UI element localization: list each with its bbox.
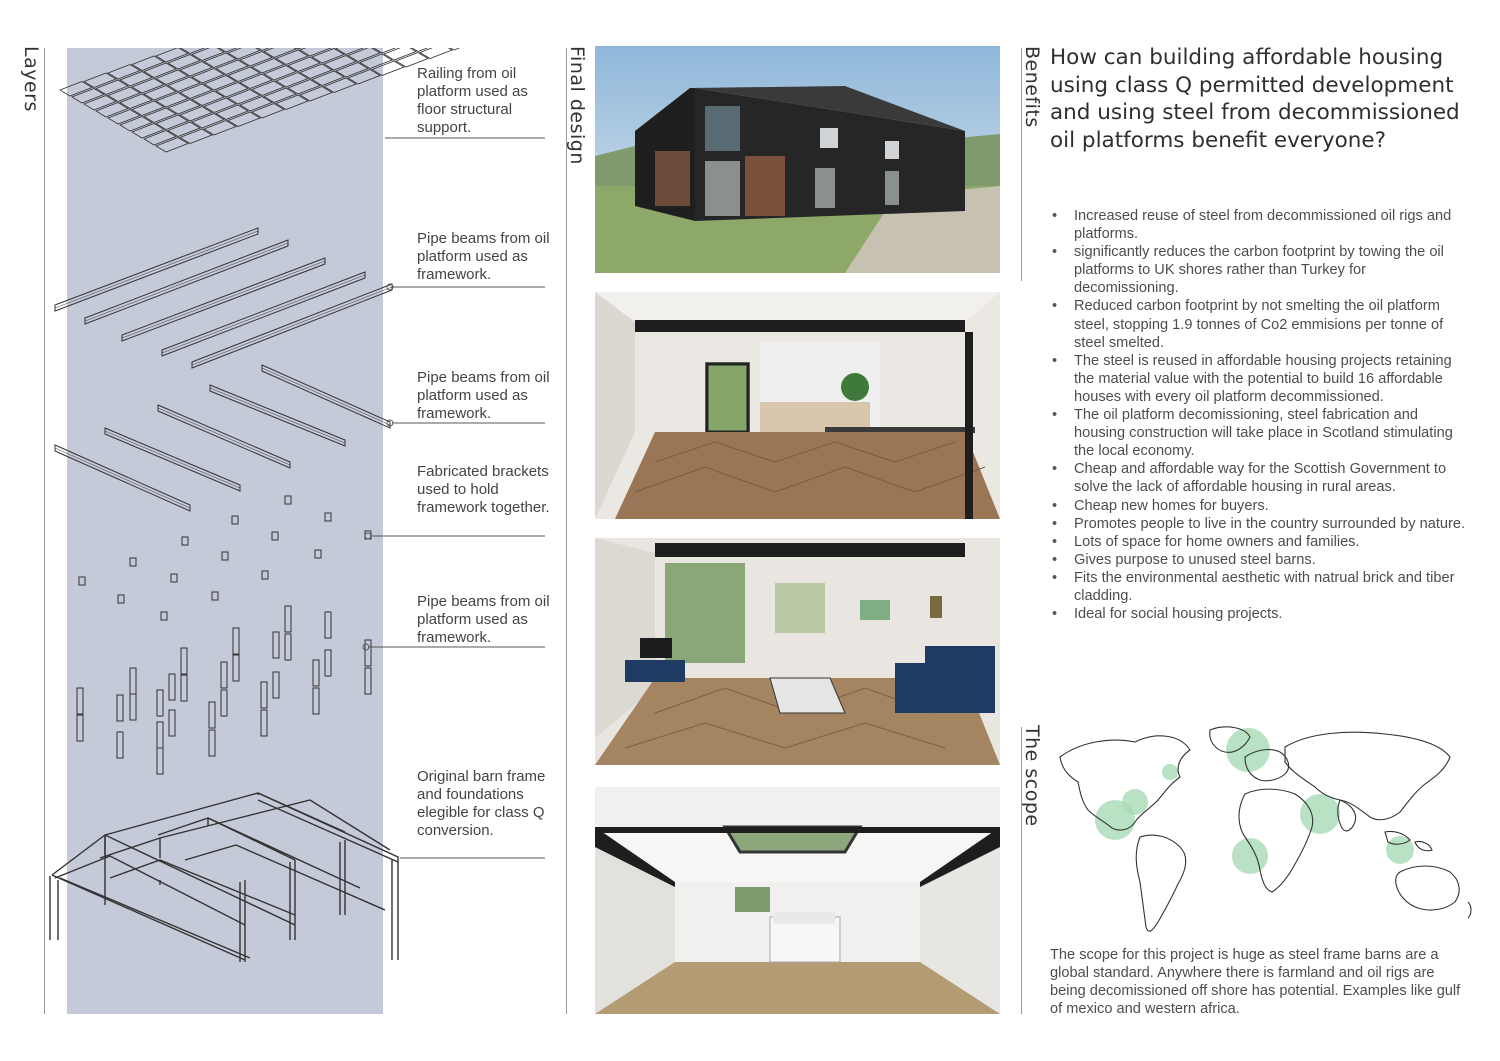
list-item: • Promotes people to live in the country surrounded by nature. <box>1050 515 1470 533</box>
list-item: • Gives purpose to unused steel barns. <box>1050 551 1470 569</box>
pipe-beams-vertical <box>77 606 371 774</box>
vertical-pipe-beam <box>233 628 239 654</box>
pipe-beams-top <box>55 228 392 368</box>
callout-pipe-beams-2: Pipe beams from oil platform used as framework. <box>417 369 550 422</box>
bracket <box>285 496 291 504</box>
bedroom-render <box>595 787 1000 1014</box>
brackets <box>79 496 371 620</box>
list-item: • Ideal for social housing projects. <box>1050 605 1470 623</box>
research-question: How can building affordable housing using class Q permitted development and using steel from decommissioned oil platforms benefit everyone? <box>1050 45 1460 153</box>
callout-brackets: Fabricated brackets used to hold framework together. <box>417 463 550 516</box>
vertical-pipe-beam <box>157 722 163 748</box>
vertical-pipe-beam <box>130 668 136 694</box>
vertical-pipe-beam <box>169 710 175 736</box>
vertical-pipe-beam <box>261 710 267 736</box>
callout-railing: Railing from oil platform used as floor structural support. <box>417 65 528 136</box>
bracket <box>118 595 124 603</box>
vertical-pipe-beam <box>209 702 215 728</box>
list-item: • Cheap new homes for buyers. <box>1050 497 1470 515</box>
bracket <box>262 571 268 579</box>
exploded-layers-diagram <box>40 48 560 1014</box>
benefits-heading: Benefits <box>1021 46 1043 128</box>
final-design-divider <box>566 48 567 1014</box>
vertical-pipe-beam <box>181 675 187 701</box>
vertical-pipe-beam <box>273 672 279 698</box>
bracket <box>79 577 85 585</box>
bracket <box>325 513 331 521</box>
vertical-pipe-beam <box>233 655 239 681</box>
list-item: • The oil platform decomissioning, steel fabrication and housing construction will take place in Scotland stimulating the local economy. <box>1050 406 1470 460</box>
scope-description: The scope for this project is huge as steel frame barns are a global standard. Anywhere there is farmland and oil rigs are being decomissioned off shore has potential. Examples like gulf of mexico and western africa. <box>1050 947 1461 1018</box>
vertical-pipe-beam <box>221 690 227 716</box>
railing-cell <box>336 48 368 55</box>
scope-region-highlight <box>1162 764 1178 780</box>
layers-heading: Layers <box>20 46 42 112</box>
final-design-heading: Final design <box>566 46 588 165</box>
scope-region-highlight <box>1122 789 1148 815</box>
exterior-render <box>595 46 1000 273</box>
bracket <box>222 552 228 560</box>
callout-pipe-beams-1: Pipe beams from oil platform used as framework. <box>417 230 550 283</box>
pipe-beams-middle <box>55 365 390 511</box>
vertical-pipe-beam <box>117 732 123 758</box>
vertical-pipe-beam <box>169 674 175 700</box>
callout-barn-frame: Original barn frame and foundations elegible for class Q conversion. <box>417 768 546 839</box>
scope-heading: The scope <box>1021 725 1043 827</box>
bracket <box>161 612 167 620</box>
list-item: • Reduced carbon footprint by not smelting the oil platform steel, stopping 1.9 tonnes of Co2 emmisions per tonne of steel smelted. <box>1050 297 1470 351</box>
callout-pipe-beams-3: Pipe beams from oil platform used as framework. <box>417 593 550 646</box>
benefits-list <box>1050 207 1470 623</box>
list-item: • Cheap and affordable way for the Scottish Government to solve the lack of affordable housing in rural areas. <box>1050 460 1470 496</box>
vertical-pipe-beam <box>313 688 319 714</box>
barn-frame <box>50 793 398 962</box>
vertical-pipe-beam <box>325 612 331 638</box>
kitchen-dining-render <box>595 292 1000 519</box>
vertical-pipe-beam <box>209 730 215 756</box>
bracket <box>212 592 218 600</box>
vertical-pipe-beam <box>157 690 163 716</box>
vertical-pipe-beam <box>285 606 291 632</box>
vertical-pipe-beam <box>77 715 83 741</box>
vertical-pipe-beam <box>285 634 291 660</box>
vertical-pipe-beam <box>130 694 136 720</box>
vertical-pipe-beam <box>313 660 319 686</box>
bracket <box>232 516 238 524</box>
vertical-pipe-beam <box>325 650 331 676</box>
list-item: • Lots of space for home owners and families. <box>1050 533 1470 551</box>
world-map <box>1040 722 1480 942</box>
vertical-pipe-beam <box>273 632 279 658</box>
living-room-render <box>595 538 1000 765</box>
vertical-pipe-beam <box>365 668 371 694</box>
list-item: • The steel is reused in affordable housing projects retaining the material value with the potential to build 16 affordable houses with every oil platform decommissioned. <box>1050 352 1470 406</box>
list-item: • Fits the environmental aesthetic with natrual brick and tiber cladding. <box>1050 569 1470 605</box>
bracket <box>130 558 136 566</box>
scope-region-highlight <box>1300 794 1340 834</box>
vertical-pipe-beam <box>261 682 267 708</box>
railing-cell <box>300 48 332 56</box>
vertical-pipe-beam <box>221 662 227 688</box>
bracket <box>182 537 188 545</box>
bracket <box>171 574 177 582</box>
vertical-pipe-beam <box>77 688 83 714</box>
vertical-pipe-beam <box>117 695 123 721</box>
bracket <box>315 550 321 558</box>
scope-region-highlight <box>1232 838 1268 874</box>
vertical-pipe-beam <box>181 648 187 674</box>
bracket <box>272 532 278 540</box>
list-item: • Increased reuse of steel from decommissioned oil rigs and platforms. <box>1050 207 1470 243</box>
vertical-pipe-beam <box>157 748 163 774</box>
list-item: • significantly reduces the carbon footprint by towing the oil platforms to UK shores rather than Turkey for decomissioning. <box>1050 243 1470 297</box>
